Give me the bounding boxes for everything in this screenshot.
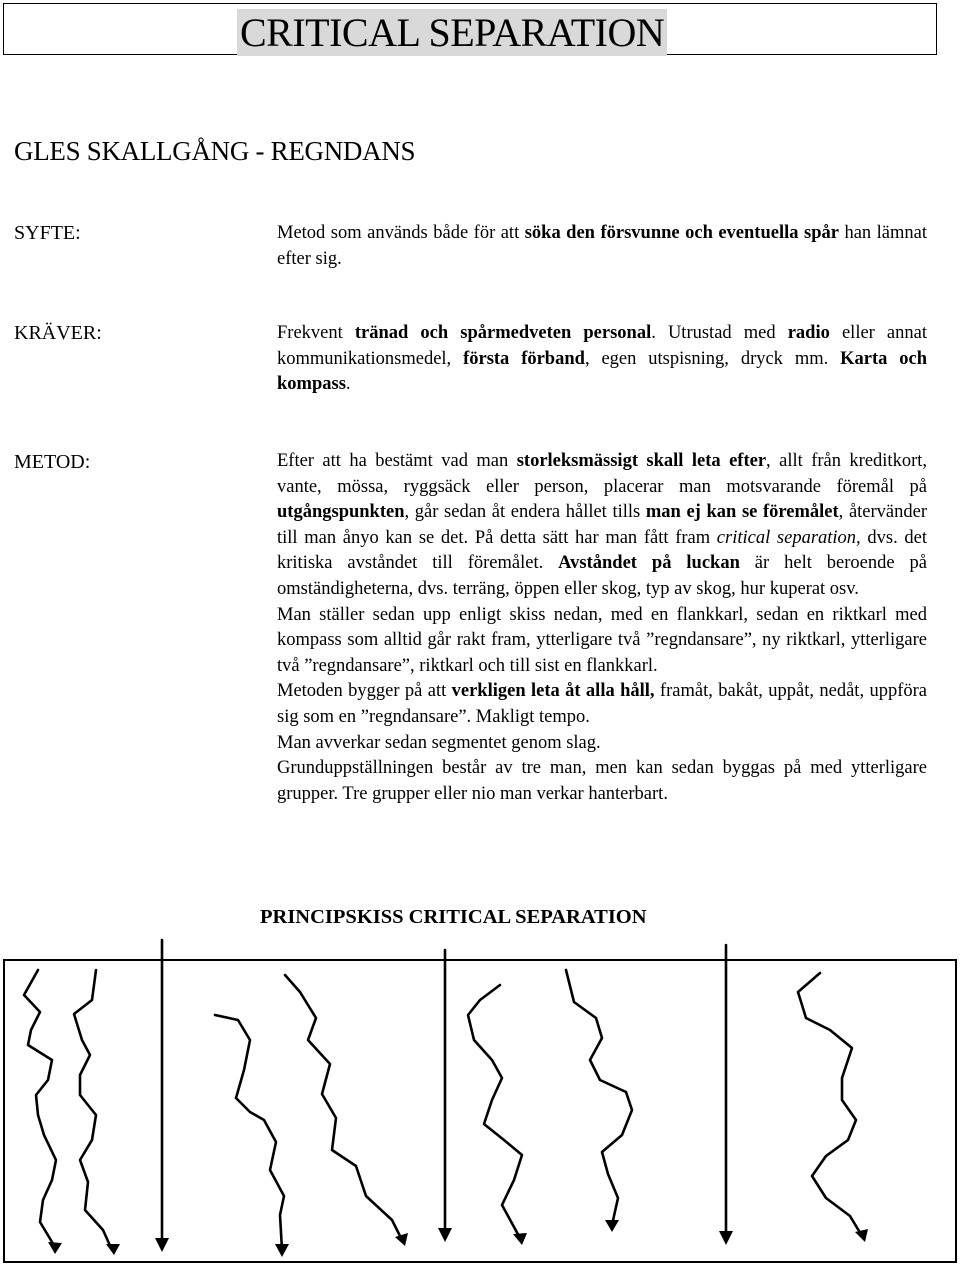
italic-text: critical separation,: [716, 527, 861, 548]
text-run: Grunduppställningen består av tre man, men kan sedan byggas på med ytterligare grupper. Tre grupper eller nio man verkar hanterbart.: [277, 758, 927, 804]
label-kraver: KRÄVER:: [14, 322, 102, 344]
section-heading: GLES SKALLGÅNG - REGNDANS: [14, 136, 416, 166]
text-run: eller annat kommunikationsmedel,: [277, 323, 927, 369]
arrowhead-6: [438, 1228, 452, 1242]
text-run: , återvänder till man ånyo kan se det. På detta sätt har man fått fram: [277, 502, 927, 548]
text-run: Metoden bygger på att: [277, 681, 452, 702]
text-run: Man avverkar sedan segmentet genom slag.: [277, 732, 601, 753]
text-run: Man ställer sedan upp enligt skiss nedan, med en flankkarl, sedan en riktkarl med kompass som alltid går rakt fram, ytterligare två ”regndansare”, ny riktkarl, ytterligare två ”regndansare”, riktkarl och till sist en flankkarl.: [277, 604, 927, 676]
text-run: , går sedan åt endera hållet tills: [404, 502, 646, 523]
arrowhead-2: [106, 1244, 120, 1255]
walker-path-5: [285, 975, 402, 1240]
arrowhead-10: [855, 1229, 868, 1242]
document-title: CRITICAL SEPARATION: [237, 9, 667, 56]
walker-path-1: [24, 970, 56, 1247]
label-metod: METOD:: [14, 451, 91, 473]
bold-text: första förband: [463, 348, 585, 369]
bold-text: radio: [787, 323, 830, 343]
bold-text: tränad och spårmedveten personal: [354, 323, 652, 343]
walker-path-8: [566, 970, 632, 1225]
bold-text: storleksmässigt skall leta efter: [516, 451, 767, 471]
text-run: Frekvent: [277, 323, 355, 343]
walker-path-4: [215, 1015, 284, 1250]
walker-arrowheads: [48, 1220, 868, 1257]
walker-path-10: [798, 973, 862, 1236]
text-run: , egen utspisning, dryck mm.: [584, 348, 841, 369]
text-run: dvs. det kritiska avståndet till föremålet.: [277, 527, 927, 574]
text-run: han lämnat efter sig.: [277, 223, 927, 269]
walker-paths: [24, 940, 862, 1250]
bold-text: verkligen leta åt alla håll,: [451, 681, 655, 702]
bold-text: Avståndet på luckan: [558, 553, 740, 574]
bold-text: utgångspunkten: [277, 502, 405, 523]
text-run: , allt från kreditkort, vante, mössa, ryggsäck eller person, placerar man motsvarande föremål på: [277, 451, 927, 497]
arrowhead-7: [513, 1233, 527, 1245]
text-run: .: [345, 374, 351, 395]
label-syfte: SYFTE:: [14, 222, 81, 244]
walker-path-2: [74, 970, 112, 1250]
text-run: Efter att ha bestämt vad man: [277, 451, 517, 471]
bold-text: söka den försvunne och eventuella spår: [524, 223, 839, 243]
text-run: framåt, bakåt, uppåt, nedåt, uppföra sig som en ”regndansare”. Makligt tempo.: [277, 681, 927, 727]
arrowhead-8: [605, 1220, 619, 1232]
text-run: . Utrustad med: [651, 323, 788, 343]
arrowhead-5: [395, 1233, 408, 1246]
arrowhead-3: [155, 1238, 169, 1252]
bold-text: man ej kan se föremålet: [645, 502, 839, 523]
arrowhead-1: [48, 1242, 62, 1254]
bold-text: Karta och kompass: [277, 348, 927, 395]
text-run: är helt beroende på omständigheterna, dvs. terräng, öppen eller skog, typ av skog, hur kuperat osv.: [277, 553, 927, 599]
walker-path-7: [468, 985, 522, 1238]
sketch-frame: [4, 960, 956, 1262]
text-run: Metod som används både för att: [277, 223, 525, 243]
sketch-caption: PRINCIPSKISS CRITICAL SEPARATION: [260, 906, 647, 928]
arrowhead-9: [719, 1231, 733, 1245]
arrowhead-4: [275, 1244, 289, 1257]
